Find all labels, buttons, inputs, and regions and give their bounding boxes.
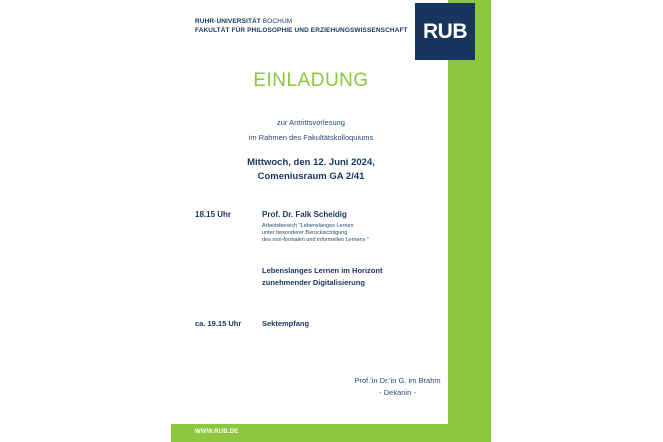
talk-title-line-1: Lebenslanges Lernen im Horizont xyxy=(262,266,383,275)
event-location: Comeniusraum GA 2/41 xyxy=(257,171,365,182)
work-area-line-2: unter besonderer Berücksichtigung xyxy=(262,230,348,236)
dean-role: - Dekanin - xyxy=(379,388,416,397)
invitation-title: EINLADUNG xyxy=(253,70,369,91)
footer-url[interactable]: WWW.RUB.DE xyxy=(195,429,239,435)
subtitle-line-1: zur Antrittsvorlesung xyxy=(277,118,345,127)
talk-title-line-2: zunehmender Digitalisierung xyxy=(262,278,365,287)
reception-time: ca. 19.15 Uhr xyxy=(195,319,242,328)
work-area-line-3: des non-formalen und informellen Lernens " xyxy=(262,237,369,243)
university-name xyxy=(195,18,292,25)
university-name-light: BOCHUM xyxy=(260,18,293,25)
event-date: Mittwoch, den 12. Juni 2024, xyxy=(247,157,375,168)
speaker-name: Prof. Dr. Falk Scheidig xyxy=(262,210,347,219)
subtitle-line-2: im Rahmen des Fakultätskolloquiums xyxy=(248,133,374,142)
reception-label: Sektempfang xyxy=(262,319,310,328)
rub-logo xyxy=(415,3,475,60)
work-area-line-1: Arbeitsbereich "Lebenslanges Lernen xyxy=(262,223,354,229)
university-name-bold: RUHR-UNIVERSITÄT xyxy=(195,18,261,25)
dean-name: Prof.'in Dr.'in G. im Brahm xyxy=(354,376,441,385)
logo-text: RUB xyxy=(423,19,467,43)
lecture-time: 18.15 Uhr xyxy=(195,210,232,219)
faculty-name: FAKULTÄT FÜR PHILOSOPHIE UND ERZIEHUNGSWISSENSCHAFT xyxy=(195,27,408,34)
